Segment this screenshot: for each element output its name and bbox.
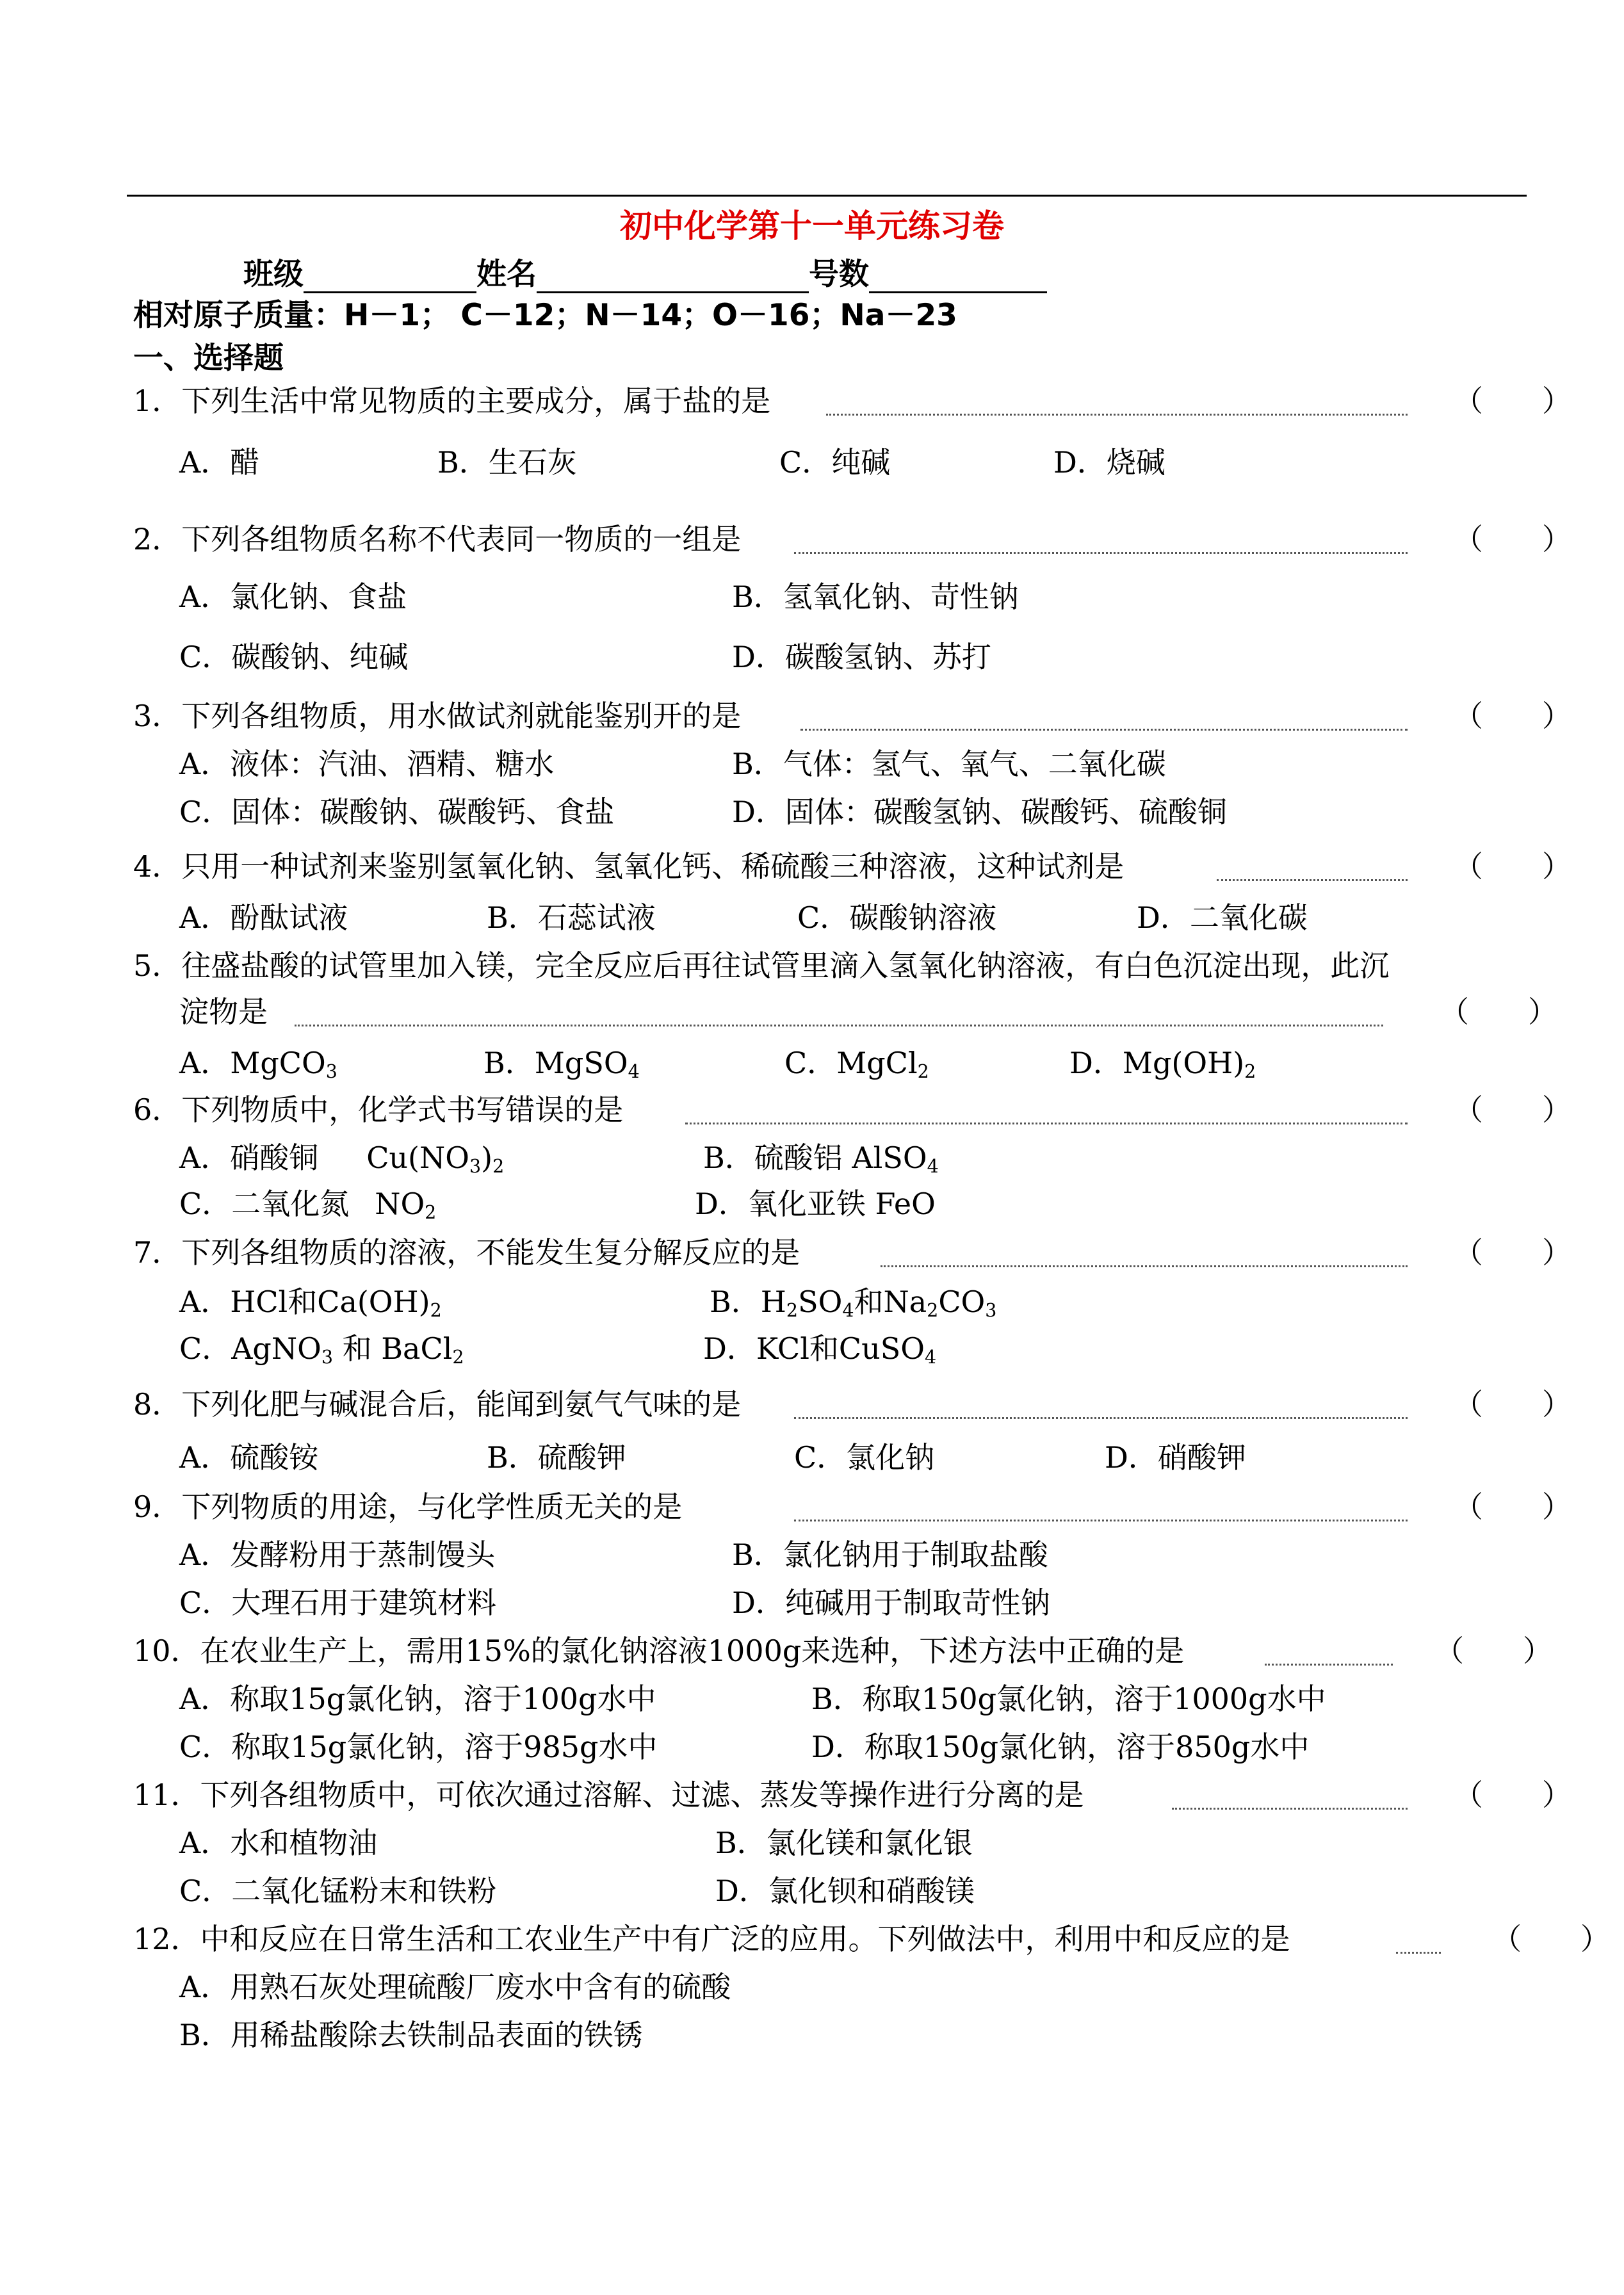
q3-option-c[interactable]: C．固体：碳酸钠、碳酸钙、食盐 <box>179 795 615 829</box>
q2-option-b[interactable]: B．氢氧化钠、苛性钠 <box>732 580 1019 614</box>
q5-stem-line1: 5．往盛盐酸的试管里加入镁，完全反应后再往试管里滴入氢氧化钠溶液，有白色沉淀出现，此沉 <box>133 948 1390 983</box>
q5-option-c[interactable]: C．MgCl$_2$ <box>784 1046 929 1083</box>
q8-option-a[interactable]: A．硫酸铵 <box>179 1440 319 1475</box>
q2-leader <box>794 552 1408 554</box>
name-label: 姓名 <box>476 257 537 292</box>
q6-stem: 6．下列物质中，化学式书写错误的是 <box>133 1092 624 1127</box>
q12-stem: 12．中和反应在日常生活和工农业生产中有广泛的应用。下列做法中，利用中和反应的是 <box>133 1922 1290 1956</box>
q7-answer-paren[interactable]: （ ） <box>1454 1235 1571 1270</box>
q12-answer-paren[interactable]: （ ） <box>1492 1922 1610 1956</box>
q9-stem: 9．下列物质的用途，与化学性质无关的是 <box>133 1489 683 1524</box>
q5-leader <box>295 1025 1383 1026</box>
q10-leader <box>1265 1664 1393 1666</box>
q1-answer-paren[interactable]: （ ） <box>1454 384 1571 418</box>
q7-stem: 7．下列各组物质的溶液，不能发生复分解反应的是 <box>133 1235 800 1270</box>
q9-answer-paren[interactable]: （ ） <box>1454 1489 1571 1524</box>
q6-option-b[interactable]: B．硫酸铝 AlSO$_4$ <box>703 1140 939 1178</box>
q6-option-a[interactable]: A．硝酸铜 $Cu(NO_3)_2$ <box>179 1140 505 1178</box>
q8-option-b[interactable]: B．硫酸钾 <box>487 1440 626 1475</box>
q7-option-c[interactable]: C．AgNO$_3$ 和 BaCl$_2$ <box>179 1331 464 1368</box>
q7-option-a[interactable]: A．HCl和$Ca(OH)_2$ <box>179 1285 442 1322</box>
atomic-mass-line: 相对原子质量：H－1； C－12；N－14；O－16；Na－23 <box>133 298 957 333</box>
q3-leader <box>800 729 1408 731</box>
q4-answer-paren[interactable]: （ ） <box>1454 849 1571 884</box>
q6-answer-paren[interactable]: （ ） <box>1454 1092 1571 1127</box>
q10-answer-paren[interactable]: （ ） <box>1434 1634 1552 1668</box>
q11-stem: 11．下列各组物质中，可依次通过溶解、过滤、蒸发等操作进行分离的是 <box>133 1778 1084 1812</box>
student-info-row <box>243 248 1047 293</box>
q5-option-b[interactable]: B．MgSO$_4$ <box>483 1046 640 1083</box>
q5-answer-paren[interactable]: （ ） <box>1440 994 1557 1029</box>
q12-leader <box>1396 1952 1441 1954</box>
q10-option-a[interactable]: A．称取15g氯化钠，溶于100g水中 <box>179 1682 656 1716</box>
q9-leader <box>794 1520 1408 1521</box>
q10-option-b[interactable]: B．称取150g氯化钠，溶于1000g水中 <box>811 1682 1326 1716</box>
q11-option-c[interactable]: C．二氧化锰粉末和铁粉 <box>179 1874 497 1908</box>
q11-answer-paren[interactable]: （ ） <box>1454 1778 1571 1812</box>
q9-option-b[interactable]: B．氯化钠用于制取盐酸 <box>732 1537 1048 1572</box>
q3-option-a[interactable]: A．液体：汽油、酒精、糖水 <box>179 747 555 781</box>
q8-option-c[interactable]: C．氯化钠 <box>794 1440 935 1475</box>
q8-stem: 8．下列化肥与碱混合后，能闻到氨气气味的是 <box>133 1387 742 1422</box>
q3-stem: 3．下列各组物质，用水做试剂就能鉴别开的是 <box>133 699 742 733</box>
q5-option-d[interactable]: D．$Mg(OH)_2$ <box>1069 1046 1256 1083</box>
q8-leader <box>794 1417 1408 1419</box>
q12-option-b[interactable]: B．用稀盐酸除去铁制品表面的铁锈 <box>179 2018 643 2052</box>
q4-leader <box>1217 879 1408 881</box>
q5-option-a[interactable]: A．MgCO$_3$ <box>179 1046 337 1083</box>
q1-stem: 1．下列生活中常见物质的主要成分，属于盐的是 <box>133 384 771 418</box>
q6-option-d[interactable]: D．氧化亚铁 FeO <box>695 1187 936 1221</box>
q3-answer-paren[interactable]: （ ） <box>1454 699 1571 733</box>
q4-option-d[interactable]: D．二氧化碳 <box>1137 900 1308 935</box>
q2-option-c[interactable]: C．碳酸钠、纯碱 <box>179 640 409 674</box>
q4-option-c[interactable]: C．碳酸钠溶液 <box>797 900 997 935</box>
q8-option-d[interactable]: D．硝酸钾 <box>1105 1440 1246 1475</box>
q10-option-d[interactable]: D．称取150g氯化钠，溶于850g水中 <box>811 1730 1310 1764</box>
q6-option-c[interactable]: C．二氧化氮 $NO_2$ <box>179 1187 437 1224</box>
q3-option-b[interactable]: B．气体：氢气、氧气、二氧化碳 <box>732 747 1166 781</box>
name-blank[interactable] <box>537 258 809 293</box>
top-rule <box>127 195 1527 197</box>
q1-option-a[interactable]: A．醋 <box>179 445 260 480</box>
q4-stem: 4．只用一种试剂来鉴别氢氧化钠、氢氧化钙、稀硫酸三种溶液，这种试剂是 <box>133 849 1125 884</box>
q4-option-a[interactable]: A．酚酞试液 <box>179 900 348 935</box>
q8-answer-paren[interactable]: （ ） <box>1454 1387 1571 1422</box>
q5-stem-line2: 淀物是 <box>179 994 268 1029</box>
q12-option-a[interactable]: A．用熟石灰处理硫酸厂废水中含有的硫酸 <box>179 1970 731 2004</box>
class-blank[interactable] <box>304 258 476 293</box>
q9-option-d[interactable]: D．纯碱用于制取苛性钠 <box>732 1585 1050 1620</box>
q11-option-d[interactable]: D．氯化钡和硝酸镁 <box>715 1874 975 1908</box>
q4-option-b[interactable]: B．石蕊试液 <box>487 900 656 935</box>
q11-leader <box>1172 1808 1408 1810</box>
q6-leader <box>685 1123 1408 1124</box>
section-heading: 一、选择题 <box>133 341 284 376</box>
q11-option-a[interactable]: A．水和植物油 <box>179 1826 378 1860</box>
q1-option-b[interactable]: B．生石灰 <box>437 445 577 480</box>
q10-stem: 10．在农业生产上，需用15%的氯化钠溶液1000g来选种，下述方法中正确的是 <box>133 1634 1185 1668</box>
q1-option-d[interactable]: D．烧碱 <box>1053 445 1165 480</box>
q2-option-a[interactable]: A．氯化钠、食盐 <box>179 580 407 614</box>
page-title: 初中化学第十一单元练习卷 <box>620 207 1004 245</box>
q2-stem: 2．下列各组物质名称不代表同一物质的一组是 <box>133 522 742 556</box>
q10-option-c[interactable]: C．称取15g氯化钠，溶于985g水中 <box>179 1730 658 1764</box>
q7-leader <box>881 1265 1408 1267</box>
q7-option-b[interactable]: B．$H_2SO_4$和$Na_2CO_3$ <box>710 1285 997 1322</box>
number-label: 号数 <box>809 257 869 292</box>
class-label: 班级 <box>243 257 304 292</box>
number-blank[interactable] <box>869 258 1047 293</box>
q9-option-a[interactable]: A．发酵粉用于蒸制馒头 <box>179 1537 496 1572</box>
q2-answer-paren[interactable]: （ ） <box>1454 522 1571 556</box>
q1-option-c[interactable]: C．纯碱 <box>779 445 891 480</box>
q7-option-d[interactable]: D．KCl和CuSO$_4$ <box>703 1331 937 1368</box>
q2-option-d[interactable]: D．碳酸氢钠、苏打 <box>732 640 991 674</box>
q1-leader <box>826 414 1408 416</box>
q9-option-c[interactable]: C．大理石用于建筑材料 <box>179 1585 497 1620</box>
q3-option-d[interactable]: D．固体：碳酸氢钠、碳酸钙、硫酸铜 <box>732 795 1227 829</box>
q11-option-b[interactable]: B．氯化镁和氯化银 <box>715 1826 973 1860</box>
